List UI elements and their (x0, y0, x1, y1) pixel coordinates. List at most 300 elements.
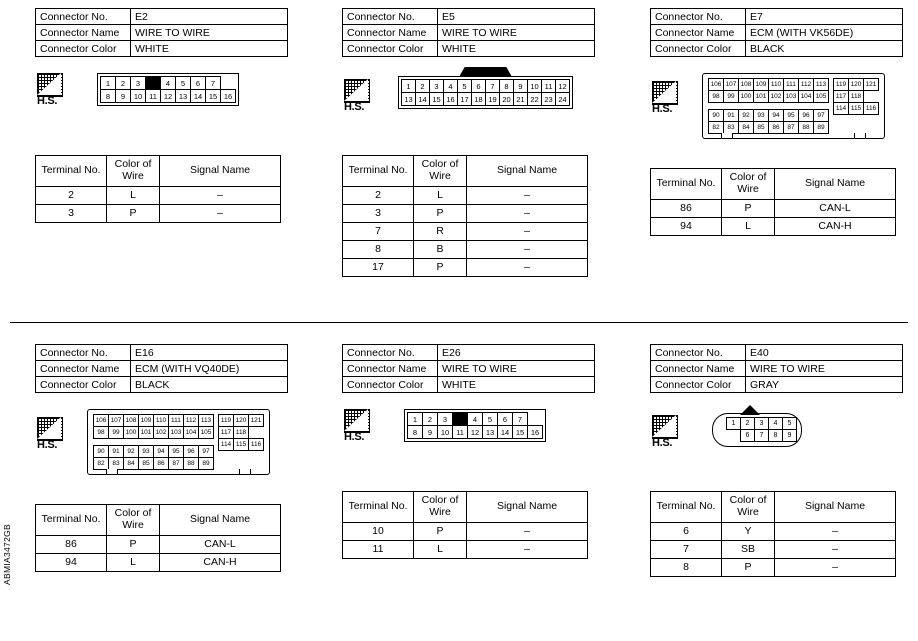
pin-cell: 119 (834, 79, 849, 91)
pin-cell-blank (146, 77, 161, 90)
pin-cell: 87 (169, 458, 184, 470)
pin-cell: 15 (513, 426, 528, 439)
value-connector-no: E26 (438, 345, 595, 361)
triangle-icon (37, 417, 61, 439)
pin-row (94, 458, 214, 470)
header-signal-name: Signal Name (467, 156, 588, 187)
pin-cell: 82 (94, 458, 109, 470)
pin-cell: 107 (109, 415, 124, 427)
pin-cell: 11 (453, 426, 468, 439)
pin-cell: 9 (783, 430, 797, 442)
pin-row-bottom (402, 93, 570, 106)
pin-cell: 93 (139, 446, 154, 458)
pin-grid-right (833, 78, 879, 115)
cell-terminal-no: 11 (343, 541, 414, 559)
cell-wire-color: SB (722, 541, 775, 559)
cell-terminal-no: 3 (343, 205, 414, 223)
connector-info-table (650, 344, 903, 393)
ecm-pin-layout (708, 78, 879, 134)
cell-terminal-no: 8 (651, 559, 722, 577)
connector-block-e2 (35, 8, 288, 223)
hs-icon (344, 79, 378, 119)
ecm-left-group (708, 78, 829, 134)
pin-cell: 97 (814, 110, 829, 122)
pin-cell: 89 (814, 122, 829, 134)
connector-shell (398, 67, 573, 112)
pin-cell: 6 (472, 80, 486, 93)
pin-cell: 91 (724, 110, 739, 122)
cell-signal-name: – (775, 541, 896, 559)
cell-terminal-no: 7 (343, 223, 414, 241)
terminal-table (342, 491, 588, 559)
cell-wire-color: P (414, 523, 467, 541)
connector-notch-right-icon (854, 133, 866, 139)
pin-row (219, 415, 264, 427)
connector-info-table (650, 8, 903, 57)
pin-cell-empty (727, 430, 741, 442)
cell-terminal-no: 7 (651, 541, 722, 559)
pin-cell: 24 (556, 93, 570, 106)
pin-cell-empty (249, 427, 264, 439)
pin-cell: 2 (416, 80, 430, 93)
pin-cell: 98 (709, 91, 724, 103)
label-connector-name: Connector Name (343, 361, 438, 377)
pin-cell: 1 (101, 77, 116, 90)
ecm-row (93, 414, 264, 470)
pin-row-bottom (101, 90, 236, 103)
cell-terminal-no: 2 (36, 187, 107, 205)
ecm-left-group (93, 414, 214, 470)
pin-cell: 84 (739, 122, 754, 134)
value-connector-color: WHITE (438, 41, 595, 57)
pin-cell: 8 (500, 80, 514, 93)
connector-view-e16 (35, 403, 288, 488)
info-row-name (36, 361, 288, 377)
hs-label: H.S. (37, 439, 58, 451)
terminal-header-row (651, 492, 896, 523)
connector-notch-left-icon (106, 469, 118, 475)
pin-grid-left (93, 414, 214, 470)
pin-cell: 11 (146, 90, 161, 103)
label-connector-color: Connector Color (651, 377, 746, 393)
header-signal-name: Signal Name (467, 492, 588, 523)
label-connector-name: Connector Name (651, 361, 746, 377)
pin-cell: 10 (131, 90, 146, 103)
pin-cell: 85 (754, 122, 769, 134)
cell-wire-color: B (414, 241, 467, 259)
pin-cell: 120 (234, 415, 249, 427)
cell-signal-name: – (160, 205, 281, 223)
terminal-header-row (36, 505, 281, 536)
cell-signal-name: – (775, 559, 896, 577)
value-connector-color: WHITE (438, 377, 595, 393)
terminal-table (342, 155, 588, 277)
pin-cell: 104 (799, 91, 814, 103)
connector-tab-icon (460, 67, 512, 76)
connector-info-table (35, 8, 288, 57)
pin-grid (407, 412, 543, 439)
connector-view-e7 (650, 67, 903, 152)
value-connector-name: WIRE TO WIRE (438, 25, 595, 41)
value-connector-no: E5 (438, 9, 595, 25)
pin-cell: 3 (438, 413, 453, 426)
connector-block-e5 (342, 8, 595, 277)
info-row-number (343, 345, 595, 361)
pin-cell: 1 (727, 418, 741, 430)
pin-cell: 9 (423, 426, 438, 439)
pin-cell: 106 (709, 79, 724, 91)
header-color-of-wire: Color of Wire (722, 169, 775, 200)
header-terminal-no: Terminal No. (36, 505, 107, 536)
pin-cell: 12 (161, 90, 176, 103)
label-connector-color: Connector Color (343, 41, 438, 57)
cell-terminal-no: 86 (651, 200, 722, 218)
cell-terminal-no: 2 (343, 187, 414, 205)
pin-cell: 14 (191, 90, 206, 103)
header-color-of-wire: Color of Wire (107, 156, 160, 187)
pin-cell: 10 (528, 80, 542, 93)
connector-notch-right-icon (239, 469, 251, 475)
pin-cell: 101 (754, 91, 769, 103)
table-row (651, 523, 896, 541)
pin-cell: 102 (769, 91, 784, 103)
cell-wire-color: L (414, 187, 467, 205)
info-row-number (651, 345, 903, 361)
info-row-number (36, 345, 288, 361)
pin-cell: 112 (799, 79, 814, 91)
pin-cell: 1 (408, 413, 423, 426)
pin-cell: 88 (799, 122, 814, 134)
pin-cell: 13 (483, 426, 498, 439)
hs-label: H.S. (37, 95, 58, 107)
terminal-table (650, 491, 896, 577)
connector-key-triangle-icon (740, 405, 760, 415)
header-terminal-no: Terminal No. (343, 156, 414, 187)
pin-row (834, 91, 879, 103)
pin-cell: 85 (139, 458, 154, 470)
info-row-color (36, 377, 288, 393)
pin-cell: 113 (814, 79, 829, 91)
pin-row (709, 91, 829, 103)
table-row (651, 541, 896, 559)
pin-cell: 14 (416, 93, 430, 106)
pin-cell: 103 (169, 427, 184, 439)
connector-block-e40 (650, 344, 903, 577)
header-terminal-no: Terminal No. (36, 156, 107, 187)
pin-cell: 17 (458, 93, 472, 106)
pin-cell: 13 (176, 90, 191, 103)
hs-label: H.S. (344, 431, 365, 443)
pin-cell: 4 (468, 413, 483, 426)
info-row-color (651, 41, 903, 57)
pin-row (219, 427, 264, 439)
pin-cell: 82 (709, 122, 724, 134)
cell-wire-color: L (414, 541, 467, 559)
info-row-color (651, 377, 903, 393)
pin-cell: 8 (408, 426, 423, 439)
cell-wire-color: L (722, 218, 775, 236)
pin-cell: 117 (834, 91, 849, 103)
header-signal-name: Signal Name (775, 492, 896, 523)
label-connector-no: Connector No. (343, 9, 438, 25)
value-connector-color: WHITE (131, 41, 288, 57)
pin-cell: 6 (498, 413, 513, 426)
pin-row (94, 415, 214, 427)
pin-cell: 14 (498, 426, 513, 439)
pin-row (709, 110, 829, 122)
value-connector-no: E16 (131, 345, 288, 361)
pin-cell: 96 (799, 110, 814, 122)
pin-cell: 15 (206, 90, 221, 103)
info-row-number (651, 9, 903, 25)
pin-cell: 105 (814, 91, 829, 103)
pin-cell: 109 (139, 415, 154, 427)
pin-cell: 104 (184, 427, 199, 439)
table-row (651, 200, 896, 218)
cell-terminal-no: 94 (651, 218, 722, 236)
pin-cell: 11 (542, 80, 556, 93)
table-row (343, 187, 588, 205)
pin-row (709, 122, 829, 134)
hs-label: H.S. (652, 103, 673, 115)
value-connector-no: E7 (746, 9, 903, 25)
pin-row-top (727, 418, 797, 430)
pin-cell: 2 (741, 418, 755, 430)
connector-info-table (35, 344, 288, 393)
pin-cell: 6 (191, 77, 206, 90)
pin-row (94, 446, 214, 458)
triangle-icon (652, 81, 676, 103)
label-connector-name: Connector Name (343, 25, 438, 41)
pin-cell: 92 (739, 110, 754, 122)
pin-cell: 16 (221, 90, 236, 103)
connector-view-e5 (342, 67, 595, 125)
pin-cell: 108 (739, 79, 754, 91)
pin-row (709, 79, 829, 91)
value-connector-name: ECM (WITH VK56DE) (746, 25, 903, 41)
cell-signal-name: CAN-H (160, 554, 281, 572)
info-row-name (343, 361, 595, 377)
pin-cell: 98 (94, 427, 109, 439)
pin-cell: 5 (483, 413, 498, 426)
value-connector-name: ECM (WITH VQ40DE) (131, 361, 288, 377)
pin-cell: 13 (402, 93, 416, 106)
cell-signal-name: – (160, 187, 281, 205)
terminal-table (35, 155, 281, 223)
info-row-color (343, 41, 595, 57)
hs-icon (37, 417, 71, 457)
pin-cell: 119 (219, 415, 234, 427)
pin-cell: 102 (154, 427, 169, 439)
header-color-of-wire: Color of Wire (414, 156, 467, 187)
pin-cell: 7 (513, 413, 528, 426)
pin-cell: 16 (528, 426, 543, 439)
cell-signal-name: – (775, 523, 896, 541)
table-row (651, 559, 896, 577)
pin-row-top (402, 80, 570, 93)
value-connector-no: E2 (131, 9, 288, 25)
pin-cell: 91 (109, 446, 124, 458)
label-connector-name: Connector Name (36, 25, 131, 41)
cell-terminal-no: 10 (343, 523, 414, 541)
table-row (36, 554, 281, 572)
connector-shell (404, 409, 546, 442)
pin-row (834, 103, 879, 115)
pin-grid-wrap (726, 417, 797, 442)
pin-cell: 121 (249, 415, 264, 427)
table-row (343, 523, 588, 541)
label-connector-no: Connector No. (36, 9, 131, 25)
ecm-right-group (214, 414, 264, 470)
pin-cell: 4 (161, 77, 176, 90)
pin-cell: 8 (769, 430, 783, 442)
pin-cell: 103 (784, 91, 799, 103)
pin-cell: 7 (206, 77, 221, 90)
pin-gap (709, 103, 829, 110)
hs-label: H.S. (652, 437, 673, 449)
header-terminal-no: Terminal No. (651, 492, 722, 523)
pin-cell: 116 (864, 103, 879, 115)
label-connector-no: Connector No. (651, 345, 746, 361)
pin-cell: 2 (116, 77, 131, 90)
label-connector-no: Connector No. (651, 9, 746, 25)
pin-cell: 5 (783, 418, 797, 430)
label-connector-color: Connector Color (651, 41, 746, 57)
terminal-table (35, 504, 281, 572)
pin-cell: 92 (124, 446, 139, 458)
terminal-header-row (343, 492, 588, 523)
cell-wire-color: Y (722, 523, 775, 541)
pin-cell: 95 (169, 446, 184, 458)
pin-cell: 107 (724, 79, 739, 91)
header-color-of-wire: Color of Wire (107, 505, 160, 536)
cell-wire-color: P (414, 205, 467, 223)
info-row-name (651, 361, 903, 377)
pin-shell (398, 76, 573, 109)
hs-icon (652, 81, 686, 121)
pin-cell: 114 (834, 103, 849, 115)
hs-icon (37, 73, 71, 113)
terminal-header-row (343, 156, 588, 187)
pin-row-top (101, 77, 236, 90)
pin-cell: 99 (724, 91, 739, 103)
pin-cell: 16 (444, 93, 458, 106)
hs-label: H.S. (344, 101, 365, 113)
table-row (343, 541, 588, 559)
pin-cell: 4 (769, 418, 783, 430)
pin-cell: 114 (219, 439, 234, 451)
cell-terminal-no: 17 (343, 259, 414, 277)
value-connector-name: WIRE TO WIRE (131, 25, 288, 41)
pin-cell: 83 (724, 122, 739, 134)
table-row (36, 536, 281, 554)
pin-cell-empty (864, 91, 879, 103)
pin-cell: 3 (430, 80, 444, 93)
pin-row (219, 439, 264, 451)
pin-grid (401, 79, 570, 106)
triangle-icon (652, 415, 676, 437)
table-row (343, 241, 588, 259)
cell-wire-color: P (107, 536, 160, 554)
label-connector-no: Connector No. (343, 345, 438, 361)
pin-cell: 115 (849, 103, 864, 115)
table-row (343, 259, 588, 277)
cell-terminal-no: 8 (343, 241, 414, 259)
document-code: ABMIA3472GB (2, 524, 12, 585)
pin-cell: 12 (556, 80, 570, 93)
pin-cell: 84 (124, 458, 139, 470)
cell-signal-name: – (467, 187, 588, 205)
value-connector-no: E40 (746, 345, 903, 361)
info-row-name (36, 25, 288, 41)
ecm-connector-shell (702, 73, 885, 139)
pin-cell: 93 (754, 110, 769, 122)
pin-cell: 111 (784, 79, 799, 91)
pin-cell: 8 (101, 90, 116, 103)
pin-cell: 2 (423, 413, 438, 426)
table-row (343, 205, 588, 223)
pin-cell: 118 (849, 91, 864, 103)
cell-signal-name: – (467, 259, 588, 277)
pin-cell: 108 (124, 415, 139, 427)
pin-cell-blank (453, 413, 468, 426)
pin-cell: 89 (199, 458, 214, 470)
pin-cell: 97 (199, 446, 214, 458)
pin-cell: 5 (176, 77, 191, 90)
label-connector-name: Connector Name (36, 361, 131, 377)
pin-cell: 101 (139, 427, 154, 439)
pin-grid-left (708, 78, 829, 134)
pin-cell: 6 (741, 430, 755, 442)
header-color-of-wire: Color of Wire (414, 492, 467, 523)
info-row-number (343, 9, 595, 25)
pin-cell: 19 (486, 93, 500, 106)
pin-cell: 90 (709, 110, 724, 122)
cell-signal-name: – (467, 241, 588, 259)
label-connector-color: Connector Color (343, 377, 438, 393)
pin-cell: 83 (109, 458, 124, 470)
label-connector-no: Connector No. (36, 345, 131, 361)
pin-gap (94, 439, 214, 446)
pin-cell: 12 (468, 426, 483, 439)
pin-cell: 7 (486, 80, 500, 93)
cell-signal-name: – (467, 523, 588, 541)
pin-cell: 106 (94, 415, 109, 427)
connector-view-e40 (650, 403, 903, 461)
cell-signal-name: CAN-L (775, 200, 896, 218)
pin-cell: 121 (864, 79, 879, 91)
header-color-of-wire: Color of Wire (722, 492, 775, 523)
connector-view-e2 (35, 67, 288, 125)
pin-grid-right (218, 414, 264, 451)
ecm-row (708, 78, 879, 134)
pin-cell: 116 (249, 439, 264, 451)
connector-shell (97, 73, 239, 106)
pin-cell: 87 (784, 122, 799, 134)
pin-cell: 9 (514, 80, 528, 93)
pin-cell: 118 (234, 427, 249, 439)
pin-cell: 90 (94, 446, 109, 458)
pin-cell: 23 (542, 93, 556, 106)
ecm-pin-layout (93, 414, 264, 470)
pin-cell: 86 (154, 458, 169, 470)
section-divider (10, 322, 908, 323)
pin-cell: 9 (116, 90, 131, 103)
triangle-icon (37, 73, 61, 95)
header-terminal-no: Terminal No. (343, 492, 414, 523)
table-row (343, 223, 588, 241)
pin-cell: 99 (109, 427, 124, 439)
